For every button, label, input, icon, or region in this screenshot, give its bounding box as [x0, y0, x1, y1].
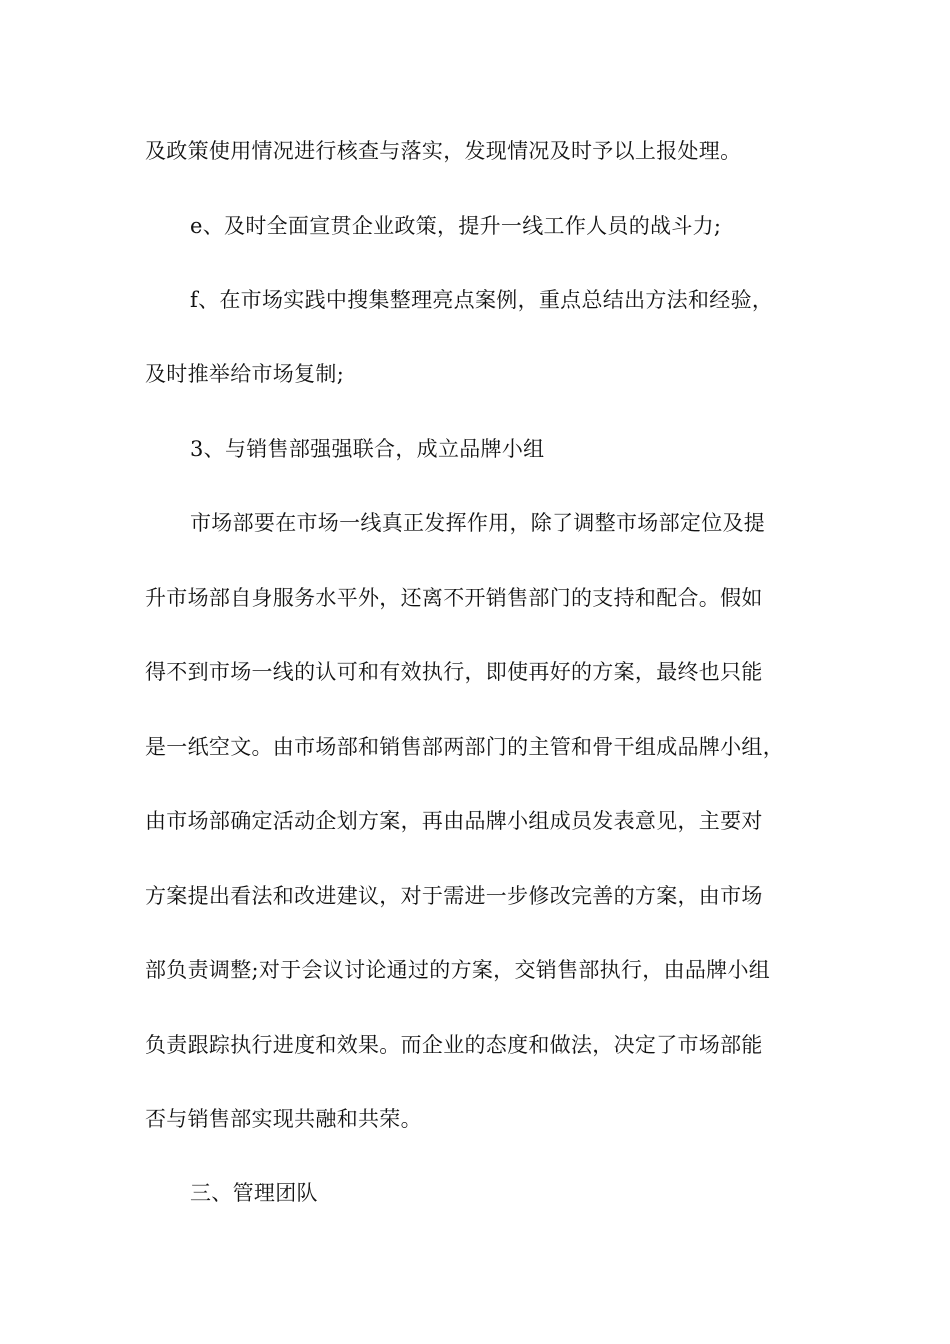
section-heading: 三、管理团队 [190, 1181, 318, 1205]
text-line: 负责跟踪执行进度和效果。而企业的态度和做法，决定了市场部能 [145, 1033, 763, 1057]
text-line: 得不到市场一线的认可和有效执行，即使再好的方案，最终也只能 [145, 660, 763, 684]
text-line: 部负责调整;对于会议讨论通过的方案，交销售部执行，由品牌小组 [145, 958, 771, 982]
text-line: 及时推举给市场复制; [145, 362, 345, 386]
text-line: 否与销售部实现共融和共荣。 [145, 1107, 422, 1131]
text-line: 由市场部确定活动企划方案，再由品牌小组成员发表意见，主要对 [145, 809, 763, 833]
text-line: 升市场部自身服务水平外，还离不开销售部门的支持和配合。假如 [145, 586, 763, 610]
section-heading: 3、与销售部强强联合，成立品牌小组 [190, 437, 545, 461]
text-line: 及政策使用情况进行核查与落实，发现情况及时予以上报处理。 [145, 139, 742, 163]
text-line: 是一纸空文。由市场部和销售部两部门的主管和骨干组成品牌小组， [145, 735, 784, 759]
text-line: 方案提出看法和改进建议，对于需进一步修改完善的方案，由市场 [145, 884, 763, 908]
text-line: 市场部要在市场一线真正发挥作用，除了调整市场部定位及提 [190, 511, 766, 535]
text-line: e、及时全面宣贯企业政策，提升一线工作人员的战斗力; [190, 214, 722, 238]
text-line: f、在市场实践中搜集整理亮点案例，重点总结出方法和经验， [190, 288, 774, 312]
